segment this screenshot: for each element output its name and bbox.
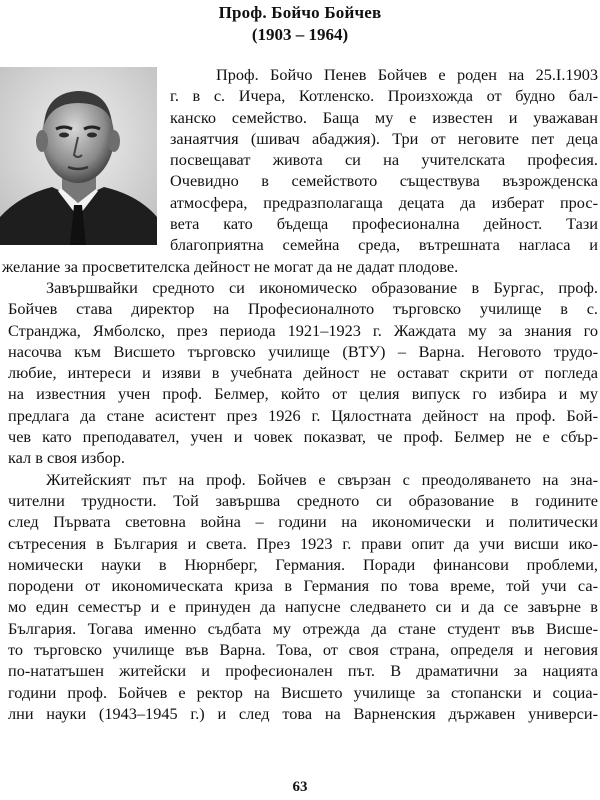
text-line: благоприятна семейна среда, вътрешната нагласа и: [170, 235, 598, 255]
life-years: (1903 – 1964): [251, 25, 349, 44]
text-line: занаятчия (шивач абаджия). Три от неговите пет деца: [170, 128, 598, 148]
text-line: лни науки (1943–1945 г.) и след това на Варненския държавен универси-: [8, 703, 598, 723]
text-line: Завършвайки средното си икономическо образование в Бургас, проф.: [46, 277, 598, 297]
text-line: Житейският път на проф. Бойчев е свързан с преодоляването на зна-: [46, 469, 598, 489]
text-line: канско семейство. Баща му е известен и уважаван: [170, 107, 598, 127]
text-line: чев като преподавател, учен и човек показват, че проф. Белмер не е сбър-: [8, 427, 598, 447]
text-line: г. в с. Ичера, Котленско. Произхожда от будно бал-: [170, 86, 598, 106]
text-line: чителни трудности. Той завършва средното си образование в годините: [8, 490, 598, 510]
text-line: на известния учен проф. Белмер, който от целия випуск го избира и му: [8, 384, 598, 404]
text-line: желание за просветителска дейност не могат да не дадат плодове.: [2, 256, 459, 276]
text-line: след Първата световна война – години на икономически и политически: [8, 512, 598, 532]
text-line: атмосфера, предразполагаща децата да изберат прос-: [170, 192, 598, 212]
text-line: Странджа, Ямболско, през периода 1921–1923 г. Жаждата му за знания го: [8, 320, 598, 340]
text-line: то търговско училище във Варна. Това, от своя страна, определя и неговия: [8, 640, 598, 660]
text-line: Проф. Бойчо Пенев Бойчев е роден на 25.I.1903: [216, 65, 598, 84]
text-line: породени от икономическата криза в Германия по това време, той учи са-: [8, 576, 598, 596]
page-number: 63: [292, 779, 308, 795]
page-title: Проф. Бойчо Бойчев: [218, 3, 382, 22]
text-line: вета като бъдеща професионална дейност. Тази: [170, 214, 598, 234]
text-line: насочва към Висшето търговско училище (ВТУ) – Варна. Неговото трудо-: [8, 341, 598, 361]
text-line: мо един семестър и е принуден да напусне следването си и да се завърне в: [8, 597, 598, 617]
text-line: България. Тогава именно съдбата му отрежда да стане студент във Висше-: [8, 618, 598, 638]
text-line: сътресения в България и света. През 1923 г. прави опит да учи висши ико-: [8, 533, 598, 553]
text-line: любие, интереси и изяви в учебната дейност не остават скрити от погледа: [8, 363, 598, 383]
text-line: посвещават живота си на учителската професия.: [170, 150, 598, 170]
text-line: години проф. Бойчев е ректор на Висшето училище за стопански и социа-: [8, 682, 598, 702]
text-line: Бойчев става директор на Професионалното търговско училище в с.: [8, 299, 598, 319]
text-line: номически науки в Нюрнберг, Германия. Поради финансови проблеми,: [8, 554, 598, 574]
text-line: по-нататъшен житейски и професионален път. В драматични за нацията: [8, 661, 598, 681]
text-line: предлага да стане асистент през 1926 г. Цялостната дейност на проф. Бой-: [8, 405, 598, 425]
text-line: кал в своя избор.: [8, 448, 125, 468]
article-body: [2, 64, 598, 724]
text-line: Очевидно в семейството съществува възрожденска: [170, 171, 598, 191]
